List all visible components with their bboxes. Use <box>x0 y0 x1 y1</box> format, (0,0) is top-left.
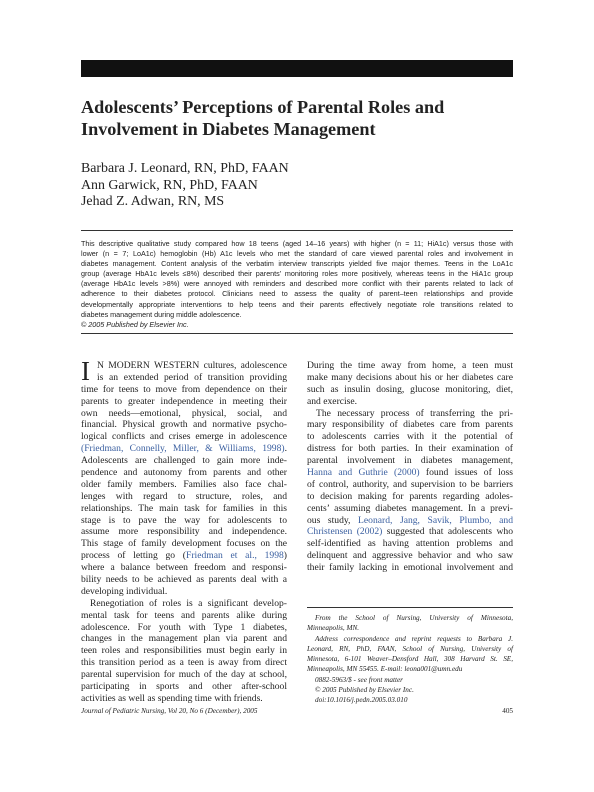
author: Ann Garwick, RN, PhD, FAAN <box>81 177 258 193</box>
body-line: their family lacking in emotional involvement and <box>307 562 513 574</box>
body-line: parents to greater independence in meeting their <box>81 395 287 407</box>
body-line: own needs—emotional, physical, social, and <box>81 407 287 419</box>
body-line: Hanna and Guthrie (2000) found issues of loss <box>307 467 514 479</box>
abstract-copyright: © 2005 Published by Elsevier Inc. <box>81 319 189 329</box>
body-line: process of letting go (Friedman et al., 1998) <box>81 550 287 562</box>
body-line: During the time away from home, a teen must <box>307 360 513 371</box>
body-line: Renegotiation of roles is a significant develop- <box>90 597 287 609</box>
footnote-line: Leonard, RN, PhD, FAAN, School of Nursing, University of <box>307 644 513 653</box>
abstract-line: developmentally appropriate interventions to help teens and their parents effectively negotiate role transitions related to <box>81 299 513 309</box>
footnote-line: From the School of Nursing, University of Minnesota, <box>315 614 513 622</box>
body-line: N MODERN WESTERN cultures, adolescence <box>97 360 287 371</box>
title-line: Involvement in Diabetes Management <box>81 119 376 139</box>
footnote <box>307 613 513 706</box>
body-line: to decision making for parents regarding adoles- <box>307 490 513 502</box>
abstract-line: (average HbA1c levels >8%) were annoyed with reminders and described more conflict with their parents related to lack of <box>81 279 513 289</box>
body-line: logical conflicts and crises emerge in adolescence <box>81 431 287 443</box>
body-line: and exercise. <box>307 395 358 407</box>
abstract-line: This descriptive qualitative study compared how 18 teens (aged 14–16 years) with higher (n = 11; HiA1c) versus those with <box>81 239 513 248</box>
body-line: adolescence. For youth with Type 1 diabetes, <box>81 621 287 633</box>
header-bar <box>81 60 513 77</box>
citation-link[interactable]: (Friedman, Connelly, Miller, & Williams, 1998) <box>81 443 285 455</box>
body-line: ous study, Leonard, Jang, Savik, Plumbo, and <box>307 514 513 526</box>
citation-link[interactable]: Christensen (2002) <box>307 526 383 538</box>
body-line: lenges with regard to structure, roles, and <box>81 490 287 502</box>
abstract-line: diabetes management during middle adolescence. <box>81 309 242 319</box>
author: Barbara J. Leonard, RN, PhD, FAAN <box>81 161 289 176</box>
body-line: cents’ assuming diabetes management. In a previ- <box>307 502 513 514</box>
body-line: of control, authority, and supervision to be barriers <box>307 478 513 490</box>
body-line: time for teens to move from dependence on their <box>81 383 287 395</box>
body-line: pendence and autonomy from parents and other <box>81 467 287 479</box>
body-column-left <box>81 356 287 705</box>
footnote-line: doi:10.1016/j.pedn.2005.03.010 <box>315 696 408 705</box>
title-line: Adolescents’ Perceptions of Parental Roles and <box>81 97 445 117</box>
body-line: self-identified as having attention problems and <box>307 538 513 550</box>
body-line: this transition period as a teen is away from direct <box>81 657 287 669</box>
citation-link[interactable]: Hanna and Guthrie (2000) <box>307 467 420 479</box>
abstract <box>81 239 513 330</box>
body-line: (Friedman, Connelly, Miller, & Williams, 1998). <box>81 443 287 455</box>
body-line: make many decisions about his or her diabetes care <box>307 371 513 383</box>
author-list <box>81 161 513 211</box>
article-title <box>81 96 513 140</box>
body-line: relationships. The main task for families in this <box>81 502 287 514</box>
body-line: financial. Physical growth and normative psycho- <box>81 419 287 431</box>
abstract-bottom-rule <box>81 333 513 334</box>
footnote-line: © 2005 Published by Elsevier Inc. <box>315 686 414 695</box>
abstract-line: group (average HbA1c levels ≤8%) described their parents’ monitoring roles more positively, whereas teens in the HiA1c group <box>81 269 513 279</box>
body-line: older family members. Families also face chal- <box>81 478 287 490</box>
body-line: mental task for teens and parents alike during <box>81 609 287 621</box>
drop-cap: I <box>81 356 90 386</box>
body-line: participating in sports and other after-school <box>81 681 287 693</box>
body-line: Christensen (2002) suggested that adolescents who <box>307 526 513 538</box>
body-line: such as insulin dosing, glucose monitoring, diet, <box>307 383 513 395</box>
body-line: stage is to pave the way for adolescents to <box>81 514 287 526</box>
body-line: delinquent and aggressive behavior and who saw <box>307 550 513 562</box>
abstract-line: adherence to their diabetes protocol. Clinicians need to assess the quality of parent–teen relationships and provide <box>81 289 513 299</box>
journal-citation: Journal of Pediatric Nursing, Vol 20, No 6 (December), 2005 <box>81 707 258 715</box>
body-column-right <box>307 360 513 574</box>
citation-link[interactable]: Leonard, Jang, Savik, Plumbo, and <box>358 514 513 526</box>
body-line: The necessary process of transferring the pri- <box>316 407 513 419</box>
body-line: assume more responsibility and independence. <box>81 526 287 538</box>
body-line: developing individual. <box>81 585 168 597</box>
footnote-line: Minneapolis, MN 55455. E-mail: leona001@umn.edu <box>307 665 463 674</box>
citation-link[interactable]: Friedman et al., 1998 <box>186 550 284 562</box>
author: Jehad Z. Adwan, RN, MS <box>81 194 225 209</box>
body-line: parental supervision for much of the day at school, <box>81 669 287 681</box>
page-number: 405 <box>502 707 513 715</box>
body-line: distress for both parties. In their examination of <box>307 443 513 455</box>
abstract-line: diabetes management. Content analysis of the verbatim interview transcripts yielded five major themes. Teens in the LoA1c <box>81 259 513 269</box>
body-line: to adolescents carries with it the potential of <box>307 431 513 443</box>
body-line: parental involvement in diabetes management, <box>307 455 513 467</box>
body-line: bility needs to be achieved as parents deal with a <box>81 574 287 586</box>
footnote-line: Minnesota, 6-101 Weaver–Densford Hall, 308 Harvard St. SE, <box>307 655 513 664</box>
footnote-line: Minneapolis, MN. <box>307 624 360 633</box>
body-line: activities as well as spending time with friends. <box>81 692 263 704</box>
footnote-line: 0882-5963/$ - see front matter <box>315 675 403 684</box>
footnote-rule <box>307 607 513 608</box>
body-line: where a balance between freedom and responsi- <box>81 562 287 574</box>
abstract-line: lower (n = 7; LoA1c) hemoglobin (Hb) A1c levels who met the standard of care viewed parental roles and involvement in <box>81 249 513 259</box>
body-line: This stage of family development focuses on the <box>81 538 287 550</box>
footnote-line: Address correspondence and reprint requests to Barbara J. <box>315 634 513 643</box>
body-line: teen roles and responsibilities must begin early in <box>81 645 287 657</box>
body-line: Adolescents are challenged to gain more inde- <box>81 455 287 467</box>
body-line: mary responsibility of diabetes care from parents <box>307 419 513 431</box>
abstract-top-rule <box>81 230 513 231</box>
body-line: is an extended period of transition providing <box>97 371 287 383</box>
body-line: changes in the management plan via parent and <box>81 633 287 645</box>
